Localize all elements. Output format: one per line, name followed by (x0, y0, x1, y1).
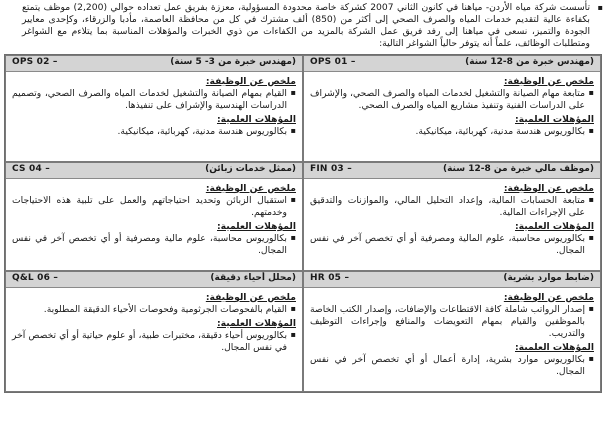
summary-label: ملخص عن الوظيفة: (205, 291, 296, 303)
intro-text: تأسست شركة مياه الأردن- مياهنا في كانون الثاني 2007 كشركة خاصة محدودة المسؤولية، معززة بفريق عمل تعداده حوالي (2,200) موظف يتمتع بكفاءة عالية لتقديم خدمات المياه والصرف الصحي إلى أكثر من (850) ألف مشترك في كل من محافظة العاصمة، مأدبا والزرقاء، وكإحدى معايير الجودة والتميز، نسعى في مياهنا إلى رفد فريق عمل الشركة بالمزيد من الكفاءات من ذوي الخبرات والمؤهلات المناسبة بما يتلاءم مع الشواغر ومتطلبات الوظائف، علماً أنه يتوفر حالياً الشواغر التالية: (22, 2, 590, 50)
job-title: (مهندس خبرة من 3- 5 سنة) (170, 57, 296, 68)
job-code: CS 04 – (12, 164, 50, 175)
summary-text: ▪ متابعة الحسابات المالية، وإعداد التحليل المالي، والموازنات والتدقيق على الإجراءات المالية. (310, 195, 594, 219)
job-header (304, 272, 600, 288)
qualifications-label: المؤهلات العلمية: (515, 220, 594, 232)
summary-label: ملخص عن الوظيفة: (503, 291, 594, 303)
job-header (6, 272, 302, 288)
qualifications-text: ▪ بكالوريوس موارد بشرية، إدارة أعمال أو أي تخصص آخر في نفس المجال. (310, 354, 594, 378)
bullet-icon: ▪ (597, 3, 603, 12)
job-card-hr05 (303, 271, 601, 392)
qualifications-text: ▪ بكالوريوس هندسة مدنية، كهربائية، ميكانيكية. (310, 126, 594, 138)
summary-text: ▪ القيام بمهام الصيانة والتشغيل لخدمات المياه والصرف الصحي، وتصميم الدراسات الهندسية والإشراف على تنفيذها. (12, 88, 296, 112)
summary-text: ▪ إصدار الرواتب شاملة كافة الاقتطاعات والإضافات، وإصدار الكتب الخاصة بالموظفين والقيام بمهام التعويضات والمنافع وإجراءات التوظيف والتدريب. (310, 304, 594, 340)
summary-label: ملخص عن الوظيفة: (503, 182, 594, 194)
job-code: FIN 03 – (310, 164, 352, 175)
job-code: OPS 01 – (310, 57, 356, 68)
job-card-cs04 (5, 162, 303, 271)
job-vacancies-grid (4, 54, 602, 393)
summary-label: ملخص عن الوظيفة: (503, 75, 594, 87)
qualifications-label: المؤهلات العلمية: (217, 113, 296, 125)
summary-label: ملخص عن الوظيفة: (205, 182, 296, 194)
intro-paragraph (4, 2, 602, 51)
job-title: (ممثل خدمات زبائن) (205, 164, 296, 175)
summary-label: ملخص عن الوظيفة: (205, 75, 296, 87)
qualifications-label: المؤهلات العلمية: (217, 317, 296, 329)
job-card-ops01 (303, 55, 601, 162)
job-card-ops02 (5, 55, 303, 162)
job-header (304, 56, 600, 72)
qualifications-text: ▪ بكالوريوس أحياء دقيقة، مختبرات طبية، أو علوم حياتية أو أي تخصص آخر في نفس المجال. (12, 330, 296, 354)
qualifications-label: المؤهلات العلمية: (515, 342, 594, 354)
qualifications-label: المؤهلات العلمية: (515, 113, 594, 125)
job-card-fin03 (303, 162, 601, 271)
job-card-ql06 (5, 271, 303, 392)
job-header (304, 163, 600, 179)
job-header (6, 56, 302, 72)
job-title: (مهندس خبرة من 8-12 سنة) (465, 57, 594, 68)
summary-text: ▪ استقبال الزبائن وتحديد احتياجاتهم والعمل على تلبية هذه الاحتياجات وخدمتهم. (12, 195, 296, 219)
job-code: OPS 02 – (12, 57, 58, 68)
qualifications-label: المؤهلات العلمية: (217, 220, 296, 232)
job-title: (ضابط موارد بشرية) (503, 273, 594, 284)
qualifications-text: ▪ بكالوريوس محاسبة، علوم المالية ومصرفية أو أي تخصص آخر في نفس المجال. (310, 233, 594, 257)
job-header (6, 163, 302, 179)
job-title: (محلل أحياء دقيقة) (210, 273, 296, 284)
summary-text: ▪ القيام بالفحوصات الجرثومية وفحوصات الأحياء الدقيقة المطلوبة. (12, 304, 296, 316)
qualifications-text: ▪ بكالوريوس محاسبة، علوم مالية ومصرفية أو أي تخصص آخر في نفس المجال. (12, 233, 296, 257)
qualifications-text: ▪ بكالوريوس هندسة مدنية، كهربائية، ميكانيكية. (12, 126, 296, 138)
job-title: (موظف مالي خبرة من 8-12 سنة) (442, 164, 594, 175)
job-code: HR 05 – (310, 273, 350, 284)
job-code: Q&L 06 – (12, 273, 59, 284)
summary-text: ▪ متابعة مهام الصيانة والتشغيل لخدمات المياه والصرف الصحي، والإشراف على الدراسات الفنية وتنفيذ مشاريع المياه والصرف الصحي. (310, 88, 594, 112)
